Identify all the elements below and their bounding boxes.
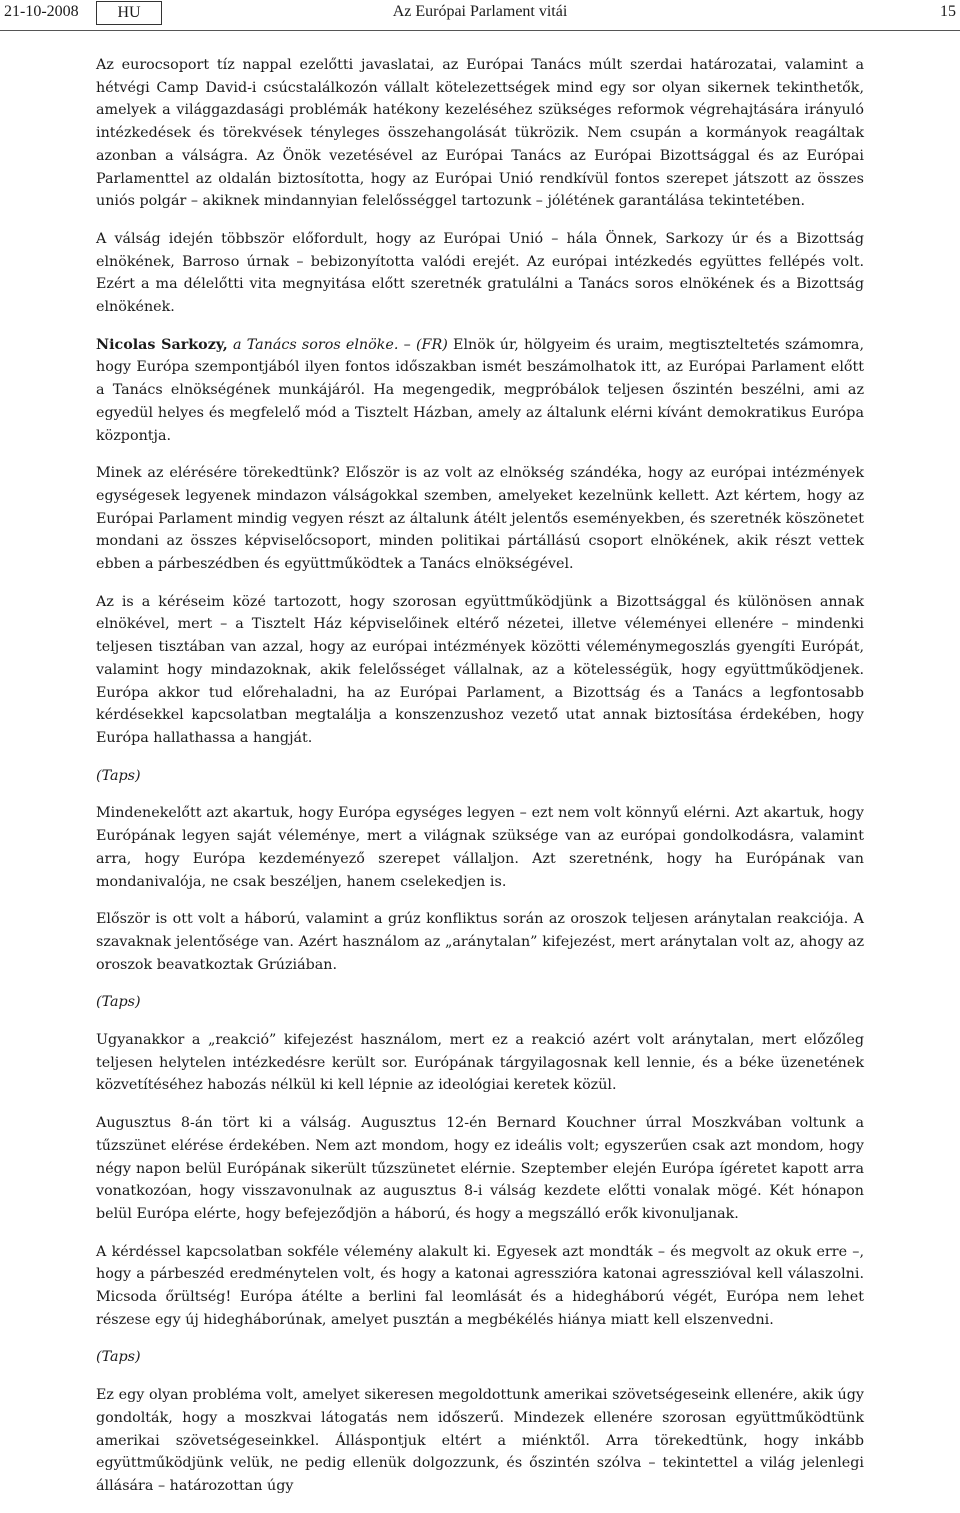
header-title: Az Európai Parlament vitái xyxy=(392,3,568,20)
speaker-paragraph xyxy=(96,334,864,448)
paragraph: Ez egy olyan probléma volt, amelyet sikeresen megoldottunk amerikai szövetségeseink ellenére, akik úgy gondolták, hogy a moszkvai látogatás nem időszerű. Mindezek ellenére szorosan együttműködtünk amerikai szövetségeseinkkel. Álláspontjuk eltért a miénktől. Arra törekedtünk, hogy inkább együttműködjünk velük, ne pedig ellenük dolgozzunk, és őszintén szólva – tekintettel a világ jelenlegi állására – határozottan úgy xyxy=(96,1387,864,1494)
speaker-language: (FR) xyxy=(415,336,448,353)
paragraph: Augusztus 8-án tört ki a válság. Augusztus 12-én Bernard Kouchner úrral Moszkvában voltunk a tűzszünet elérése érdekében. Nem azt mondom, hogy ez ideális volt; egyszerűen csak azt mondom, hogy négy napon belül Európának sikerült tűzszünetet elérnie. Szeptember elején Európa ígéretet kapott arra vonatkozóan, hogy visszavonulnak az augusztus 8-i válság kezdete előtti vonalak mögé. Két hónapon belül Európa elérte, hogy befejeződjön a háború, és hogy a megszálló erők kivonuljanak. xyxy=(96,1115,864,1222)
page-header xyxy=(0,0,960,31)
document-body xyxy=(96,54,864,1513)
header-language-box: HU xyxy=(96,1,162,25)
paragraph: Ugyanakkor a „reakció” kifejezést használom, mert ez a reakció azért volt aránytalan, mert előzőleg teljesen helytelen intézkedésre került sor. Európának tárgyilagosnak kell lennie, és a béke üzenetének közvetítéséhez habozás nélkül ki kell lépnie az ideológiai keretek közül. xyxy=(96,1032,864,1094)
applause-note: (Taps) xyxy=(96,767,141,784)
paragraph: A válság idején többször előfordult, hogy az Európai Unió – hála Önnek, Sarkozy úr és a Bizottság elnökének, Barroso úrnak – bebizonyította valódi erejét. Az európai intézkedés együttes fellépés volt. Ezért a ma délelőtti vita megnyitása előtt szeretnék gratulálni a Tanács soros elnökének és a Bizottság elnökének. xyxy=(96,230,864,316)
speaker-role: a Tanács soros elnöke. xyxy=(232,336,399,353)
header-page-number: 15 xyxy=(940,3,956,20)
paragraph: Minek az elérésére törekedtünk? Először is az volt az elnökség szándéka, hogy az európai intézmények egységesek legyenek mindazon válságokkal szemben, amelyeket kezelnünk kellett. Azt kértem, hogy az Európai Parlament mindig vegyen részt az általunk átélt jelentős eseményekben, és szeretnék köszönetet mondani az összes képviselőcsoport, minden politikai pártállású csoport elnökének, akik részt vettek ebben a párbeszédben és együttműködtek a Tanács elnökségével. xyxy=(96,465,864,573)
paragraph: Mindenekelőtt azt akartuk, hogy Európa egységes legyen – ezt nem volt könnyű elérni. Azt akartuk, hogy Európának legyen saját véleménye, mert a világnak szüksége van az európai gondolkodásra, valamint arra, hogy Európa kezdeményező szerepet vállaljon. Azt szeretnénk, hogy ha Európának van mondanivalója, ne csak beszéljen, hanem cselekedjen is. xyxy=(96,805,864,890)
speaker-name: Nicolas Sarkozy, xyxy=(96,336,228,353)
applause-note: (Taps) xyxy=(96,994,141,1011)
paragraph: Először is ott volt a háború, valamint a grúz konfliktus során az oroszok teljesen aránytalan reakciója. A szavaknak jelentősége van. Azért használom az „aránytalan” kifejezést, mert aránytalan volt az, ahogy az oroszok beavatkoztak Grúziában. xyxy=(96,911,864,973)
speech-text: Elnök úr, hölgyeim és uraim, megtiszteltetés számomra, hogy Európa szempontjából ilyen fontos időszakban ismét beszámolhatok itt, az Európai Parlament előtt a Tanács elnökségének munkájáról. Ha megengedik, megpróbálok teljesen őszintén beszélni, ami az egyedül helyes és megfelelő mód a Tisztelt Házban, amely az általunk elérni kívánt demokratikus Európa központja. xyxy=(96,336,864,444)
applause-note: (Taps) xyxy=(96,1349,141,1366)
paragraph: Az eurocsoport tíz nappal ezelőtti javaslatai, az Európai Tanács múlt szerdai határozatai, valamint a hétvégi Camp David-i csúcstalálkozón vállalt kötelezettségek mind egy sor olyan sikernek tekinthetők, amelyek a világgazdasági problémák hatékony kezeléséhez szükséges reformok végrehajtására irányuló intézkedések és törekvések tényleges összehangolását tükrözik. Nem csupán a kormányok reagáltak azonban a válságra. Az Önök vezetésével az Európai Tanács az Európai Bizottsággal és az Európai Parlamenttel az oldalán biztosította, hogy az Európai Unió rendkívül fontos szerepet játszott az összes uniós polgár – akiknek mindannyian felelősséggel tartozunk – jólétének garantálása tekintetében. xyxy=(96,57,864,210)
paragraph: A kérdéssel kapcsolatban sokféle vélemény alakult ki. Egyesek azt mondták – és megvolt az okuk erre –, hogy a párbeszéd eredménytelen volt, és hogy a katonai agresszióra katonai agresszióval kell válaszolni. Micsoda őrültség! Európa átélte a berlini fal leomlását és a hidegháború végét, Európa nem lehet részese egy új hidegháborúnak, amelyet pusztán a megbékélés hiánya miatt kell elszenvedni. xyxy=(96,1243,864,1328)
paragraph: Az is a kéréseim közé tartozott, hogy szorosan együttműködjünk a Bizottsággal és különösen annak elnökével, mert – a Tisztelt Ház képviselőinek eltérő nézetei, illetve véleményei ellenére – mindenki teljesen tisztában van azzal, hogy az európai intézmények közötti véleménymegoszlás gyengíti Európát, valamint hogy mindazoknak, akik felelősséget vállalnak, az a kötelességük, hogy együttműködjenek. Európa akkor tud előrehaladni, ha az Európai Parlament, a Bizottság és a Tanács a legfontosabb kérdésekkel kapcsolatban megtalálja a konszenzushoz vezető utat annak biztosítása érdekében, hogy Európa hallathassa a hangját. xyxy=(96,593,864,746)
header-date: 21-10-2008 xyxy=(4,3,79,20)
speaker-dash: – xyxy=(403,336,411,353)
